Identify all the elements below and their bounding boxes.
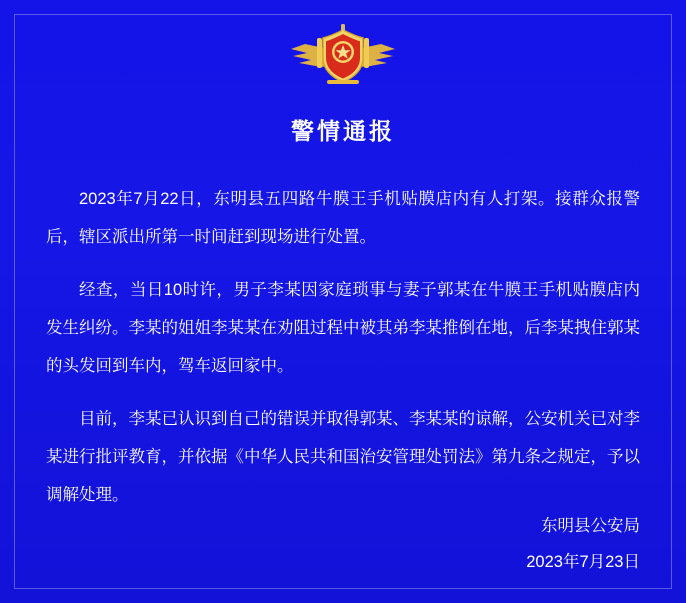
- paragraph-2: 经查，当日10时许，男子李某因家庭琐事与妻子郭某在牛膜王手机贴膜店内发生纠纷。李某的姐姐李某某在劝阻过程中被其弟李某推倒在地，后李某拽住郭某的头发回到车内，驾车返回家中。: [46, 281, 640, 375]
- signature-block: [526, 508, 640, 580]
- police-emblem-icon: [287, 22, 399, 88]
- page-title: 警情通报: [291, 118, 395, 144]
- signature-organization: 东明县公安局: [541, 517, 640, 535]
- paragraph-3: 目前，李某已认识到自己的错误并取得郭某、李某某的谅解，公安机关已对李某进行批评教育，并依据《中华人民共和国治安管理处罚法》第九条之规定，予以调解处理。: [46, 410, 640, 504]
- paragraph-1: 2023年7月22日，东明县五四路牛膜王手机贴膜店内有人打架。接群众报警后，辖区派出所第一时间赶到现场进行处置。: [46, 190, 640, 246]
- signature-date: 2023年7月23日: [526, 553, 640, 571]
- emblem-container: [0, 22, 686, 88]
- notice-body: [46, 180, 640, 529]
